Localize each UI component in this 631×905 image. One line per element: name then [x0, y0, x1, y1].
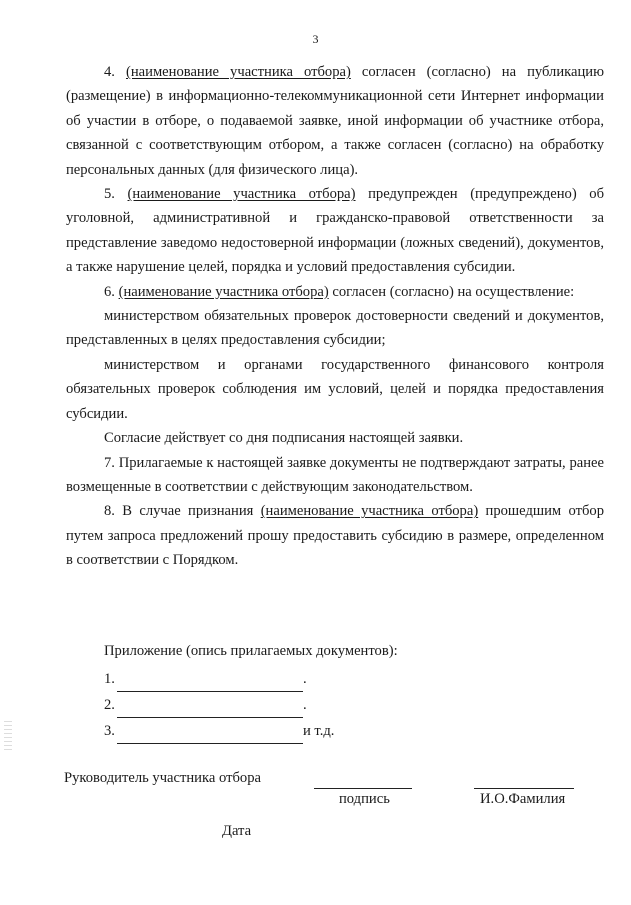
name-blank-line [474, 788, 574, 789]
appendix-item-suffix: . [302, 671, 307, 687]
paragraph-8-after: прошедшим отбор путем запроса предложений прошу предоставить субсидию в размере, определенном в соответствии с Порядком. [66, 503, 604, 569]
signature-blank-line [314, 788, 412, 789]
scan-artifact [4, 718, 12, 750]
paragraph-6 [66, 280, 604, 304]
paragraph-4-text: согласен (согласно) на публикацию (размещение) в информационно-телекоммуникационной сети Интернет информации об участии в отборе, о подаваемой заявке, иной информации об участнике отбора, связанной с соответствующим отбором, а также согласен (согласно) на обработку персональных данных (для физического лица). [66, 64, 605, 178]
appendix-item-number: 1. [104, 671, 115, 687]
participant-name-placeholder: (наименование участника отбора) [260, 503, 479, 520]
participant-name-placeholder: (наименование участника отбора) [125, 64, 351, 80]
paragraph-6-item-a: министерством обязательных проверок достоверности сведений и документов, представленных в целях предоставления субсидии; [66, 308, 604, 349]
paragraph-6-text: согласен (согласно) на осуществление: [328, 283, 575, 300]
participant-name-placeholder: (наименование участника отбора) [127, 186, 356, 203]
appendix-item [104, 718, 398, 744]
appendix-item-number: 2. [104, 697, 115, 713]
paragraph-8 [66, 499, 604, 572]
consent-statement: Согласие действует со дня подписания настоящей заявки. [104, 430, 464, 447]
signature-label: Руководитель участника отбора [64, 770, 261, 786]
appendix-blank-line [117, 727, 303, 744]
paragraph-4 [66, 60, 604, 182]
name-caption: И.О.Фамилия [480, 791, 566, 807]
paragraph-8-before: 8. В случае признания [104, 503, 261, 520]
appendix-item-suffix: . [302, 697, 307, 713]
participant-name-placeholder: (наименование участника отбора) [118, 283, 329, 300]
paragraph-6-number: 6. [104, 283, 119, 300]
appendix-blank-line [117, 701, 303, 718]
appendix-item [104, 666, 398, 692]
page-number: 3 [312, 32, 319, 46]
paragraph-4-number: 4. [104, 64, 126, 80]
date-label: Дата [222, 823, 252, 839]
appendix-blank-line [117, 675, 303, 692]
paragraph-5-number: 5. [104, 186, 128, 203]
appendix-title: Приложение (опись прилагаемых документов): [104, 643, 398, 659]
appendix-item-suffix: и т.д. [302, 723, 335, 739]
paragraph-5 [66, 182, 604, 280]
paragraph-6-item-b: министерством и органами государственного финансового контроля обязательных проверок соблюдения им условий, целей и порядка предоставления субсидии. [66, 356, 604, 422]
paragraph-5-text: предупрежден (предупреждено) об уголовной, административной и гражданско-правовой ответственности за представление заведомо недостоверной информации (ложных сведений), документов, а также нарушение целей, порядка и условий предоставления субсидии. [66, 186, 605, 276]
signature-caption: подпись [339, 791, 390, 807]
paragraph-7: 7. Прилагаемые к настоящей заявке документы не подтверждают затраты, ранее возмещенные в соответствии с действующим законодательством. [66, 454, 604, 495]
appendix-item [104, 692, 398, 718]
appendix-list [104, 638, 398, 744]
document-body [66, 60, 604, 573]
appendix-item-number: 3. [104, 723, 115, 739]
